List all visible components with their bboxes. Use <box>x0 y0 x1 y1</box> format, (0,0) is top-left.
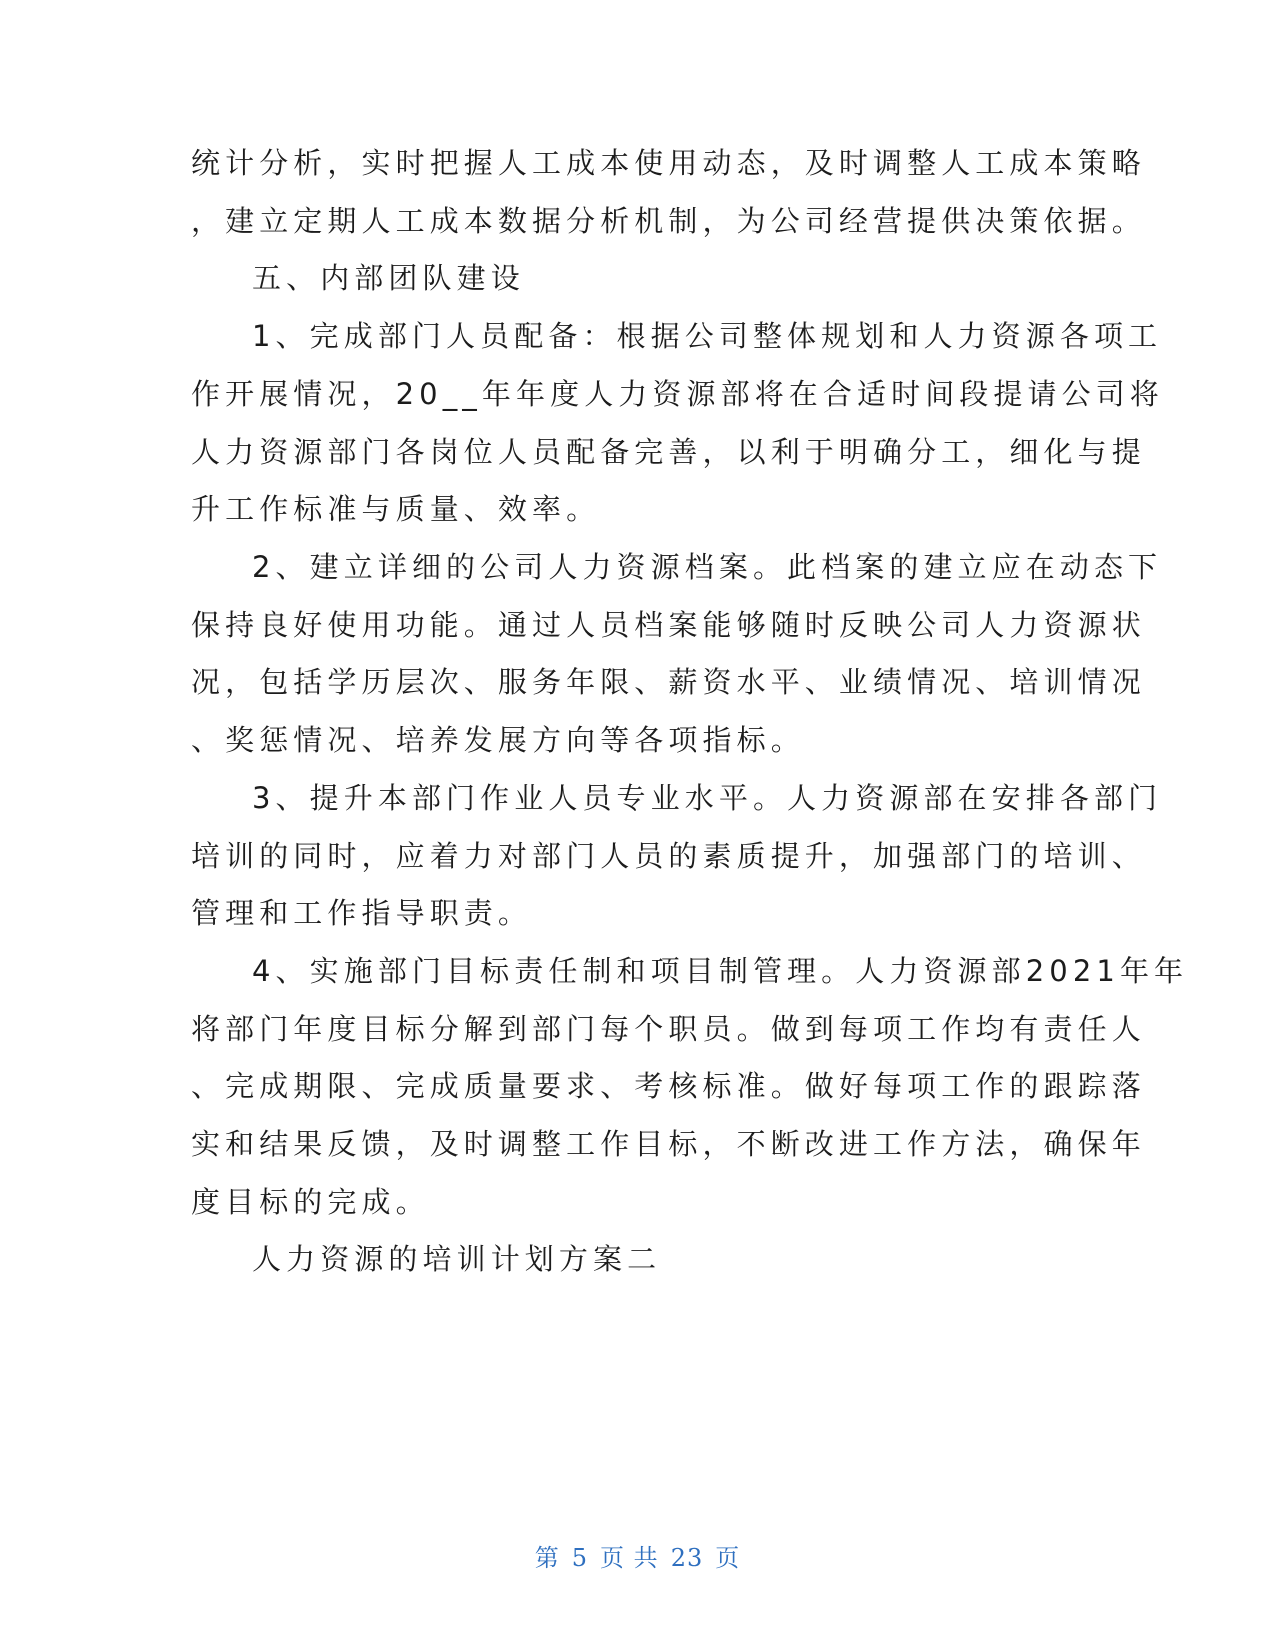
text-line: 管理和工作指导职责。 <box>191 896 533 930</box>
footer-prefix: 第 <box>534 1544 560 1572</box>
text-line: 3、提升本部门作业人员专业水平。人力资源部在安排各部门 <box>252 781 1163 815</box>
footer-page-number: 5 <box>571 1544 589 1572</box>
text-line: 况，包括学历层次、服务年限、薪资水平、业绩情况、培训情况 <box>191 665 1146 699</box>
text-line: 升工作标准与质量、效率。 <box>191 492 601 526</box>
text-line: 实和结果反馈，及时调整工作目标，不断改进工作方法，确保年 <box>191 1127 1146 1161</box>
footer-suffix: 页 <box>715 1544 741 1572</box>
text-line: 将部门年度目标分解到部门每个职员。做到每项工作均有责任人 <box>191 1012 1146 1046</box>
text-line: 4、实施部门目标责任制和项目制管理。人力资源部2021年年 <box>252 954 1189 988</box>
text-line: 培训的同时，应着力对部门人员的素质提升，加强部门的培训、 <box>191 839 1146 873</box>
text-line: 人力资源部门各岗位人员配备完善，以利于明确分工，细化与提 <box>191 435 1146 469</box>
footer-total-pages: 23 <box>670 1544 704 1572</box>
text-line: 统计分析，实时把握人工成本使用动态，及时调整人工成本策略 <box>191 146 1146 180</box>
text-line: ，建立定期人工成本数据分析机制，为公司经营提供决策依据。 <box>191 204 1146 238</box>
text-line: 度目标的完成。 <box>191 1185 430 1219</box>
text-line: 保持良好使用功能。通过人员档案能够随时反映公司人力资源状 <box>191 608 1146 642</box>
text-line: 作开展情况，20__年年度人力资源部将在合适时间段提请公司将 <box>191 377 1164 411</box>
page-footer <box>0 1538 1275 1573</box>
section-heading: 人力资源的培训计划方案二 <box>252 1242 662 1276</box>
footer-middle: 页 共 <box>600 1544 659 1572</box>
text-line: 2、建立详细的公司人力资源档案。此档案的建立应在动态下 <box>252 550 1163 584</box>
section-heading: 五、内部团队建设 <box>252 261 525 295</box>
text-line: 1、完成部门人员配备：根据公司整体规划和人力资源各项工 <box>252 319 1163 353</box>
text-line: 、奖惩情况、培养发展方向等各项指标。 <box>191 723 805 757</box>
text-line: 、完成期限、完成质量要求、考核标准。做好每项工作的跟踪落 <box>191 1069 1146 1103</box>
